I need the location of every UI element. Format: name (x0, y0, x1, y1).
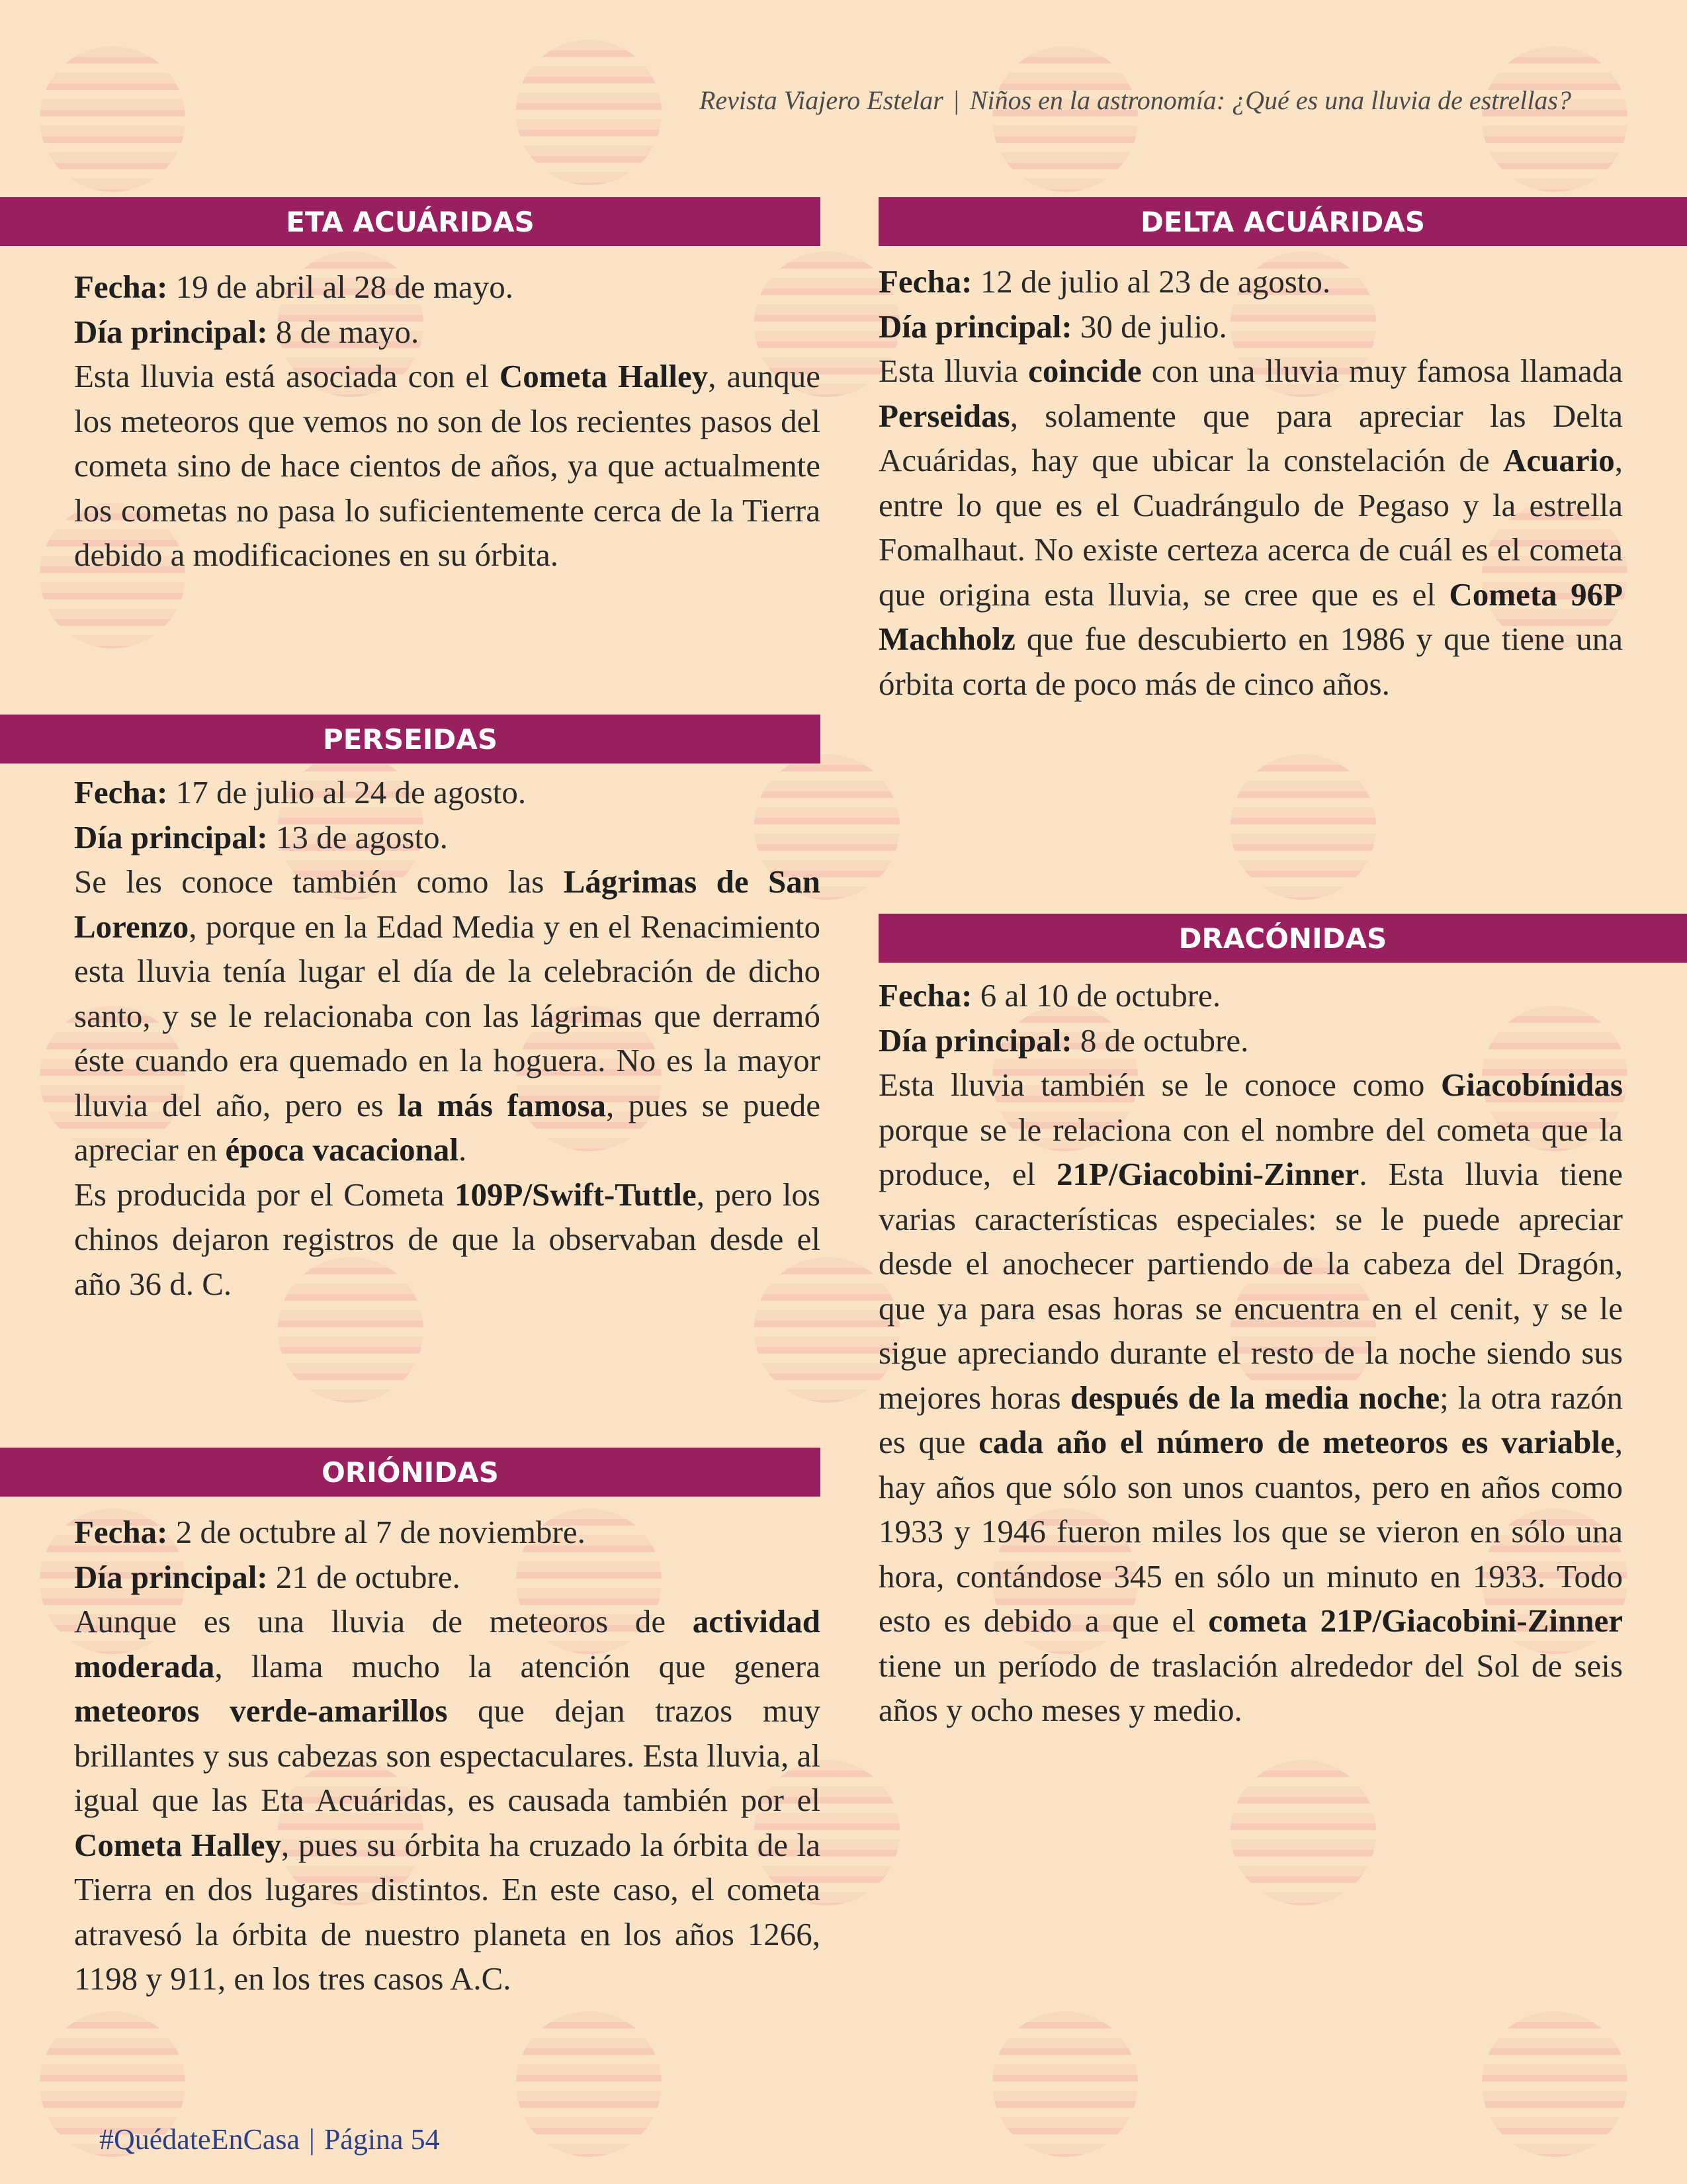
section-draconidas (879, 914, 1687, 1733)
section-body (879, 259, 1623, 706)
peak-line: Día principal: 8 de mayo. (74, 313, 419, 350)
magazine-name: Revista Viajero Estelar (699, 85, 943, 115)
date-line: Fecha: 19 de abril al 28 de mayo. (74, 269, 514, 305)
footer-hashtag: #QuédateEnCasa (99, 2123, 300, 2156)
header-separator: | (953, 85, 959, 115)
date-line: Fecha: 6 al 10 de octubre. (879, 977, 1221, 1014)
section-perseidas (0, 715, 820, 1306)
description: Esta lluvia coincide con una lluvia muy famosa llamada Perseidas, solamente que para apreciar las Delta Acuáridas, hay que ubicar la constelación de Acuario, entre lo que es el Cuadrángulo de Pegaso y la estrella Fomalhaut. No existe certeza acerca de cuál es el cometa que origina esta lluvia, se cree que es el Cometa 96P Machholz que fue descubierto en 1986 y que tiene una órbita corta de poco más de cinco años. (879, 353, 1623, 702)
section-eta-acuaridas (0, 197, 820, 578)
section-title: ETA ACUÁRIDAS (0, 197, 820, 246)
section-title: DRACÓNIDAS (879, 914, 1687, 963)
running-header (562, 85, 1571, 116)
article-title: Niños en la astronomía: ¿Qué es una lluvia de estrellas? (969, 85, 1571, 115)
section-body (74, 265, 820, 578)
date-line: Fecha: 2 de octubre al 7 de noviembre. (74, 1514, 585, 1550)
section-body (879, 973, 1623, 1733)
peak-line: Día principal: 8 de octubre. (879, 1022, 1249, 1059)
peak-line: Día principal: 13 de agosto. (74, 818, 448, 855)
description: Se les conoce también como las Lágrimas de San Lorenzo, porque en la Edad Media y en el Renacimiento esta lluvia tenía lugar el día de la celebración de dicho santo, y se le relacionaba con las lágrimas que derramó éste cuando era quemado en la hoguera. No es la mayor lluvia del año, pero es la más famosa, pues se puede apreciar en época vacacional. (74, 863, 820, 1168)
section-title: ORIÓNIDAS (0, 1448, 820, 1497)
description: Aunque es una lluvia de meteoros de actividad moderada, llama mucho la atención que genera meteoros verde-amarillos que dejan trazos muy brillantes y sus cabezas son espectaculares. Esta lluvia, al igual que las Eta Acuáridas, es causada también por el Cometa Halley, pues su órbita ha cruzado la órbita de la Tierra en dos lugares distintos. En este caso, el cometa atravesó la órbita de nuestro planeta en los años 1266, 1198 y 911, en los tres casos A.C. (74, 1603, 821, 1997)
peak-line: Día principal: 21 de octubre. (74, 1558, 460, 1595)
page-number: Página 54 (324, 2123, 440, 2156)
date-line: Fecha: 12 de julio al 23 de agosto. (879, 263, 1331, 300)
date-line: Fecha: 17 de julio al 24 de agosto. (74, 774, 527, 810)
section-title: PERSEIDAS (0, 715, 820, 764)
section-title: DELTA ACUÁRIDAS (879, 197, 1687, 246)
description: Esta lluvia está asociada con el Cometa Halley, aunque los meteoros que vemos no son de los recientes pasos del cometa sino de hace cientos de años, ya que actualmente los cometas no pasa lo suficientemente cerca de la Tierra debido a modificaciones en su órbita. (74, 358, 821, 573)
description: Esta lluvia también se le conoce como Giacobínidas porque se le relaciona con el nombre del cometa que la produce, el 21P/Giacobini-Zinner. Esta lluvia tiene varias características especiales: se le puede apreciar desde el anochecer partiendo de la cabeza del Dragón, que ya para esas horas se encuentra en el cenit, y se le sigue apreciando durante el resto de la noche siendo sus mejores horas después de la media noche; la otra razón es que cada año el número de meteoros es variable, hay años que sólo son unos cuantos, pero en años como 1933 y 1946 fueron miles los que se vieron en sólo una hora, contándose 345 en sólo un minuto en 1933. Todo esto es debido a que el cometa 21P/Giacobini-Zinner tiene un período de traslación alrededor del Sol de seis años y ocho meses y medio. (879, 1067, 1623, 1728)
section-delta-acuaridas (879, 197, 1687, 706)
page-footer (99, 2122, 440, 2156)
section-body (74, 1510, 820, 2001)
section-body (74, 770, 820, 1306)
footer-separator: | (309, 2123, 315, 2156)
description-2: Es producida por el Cometa 109P/Swift-Tuttle, pero los chinos dejaron registros de que la observaban desde el año 36 d. C. (74, 1176, 821, 1302)
peak-line: Día principal: 30 de julio. (879, 308, 1227, 345)
section-orionidas (0, 1448, 820, 2001)
